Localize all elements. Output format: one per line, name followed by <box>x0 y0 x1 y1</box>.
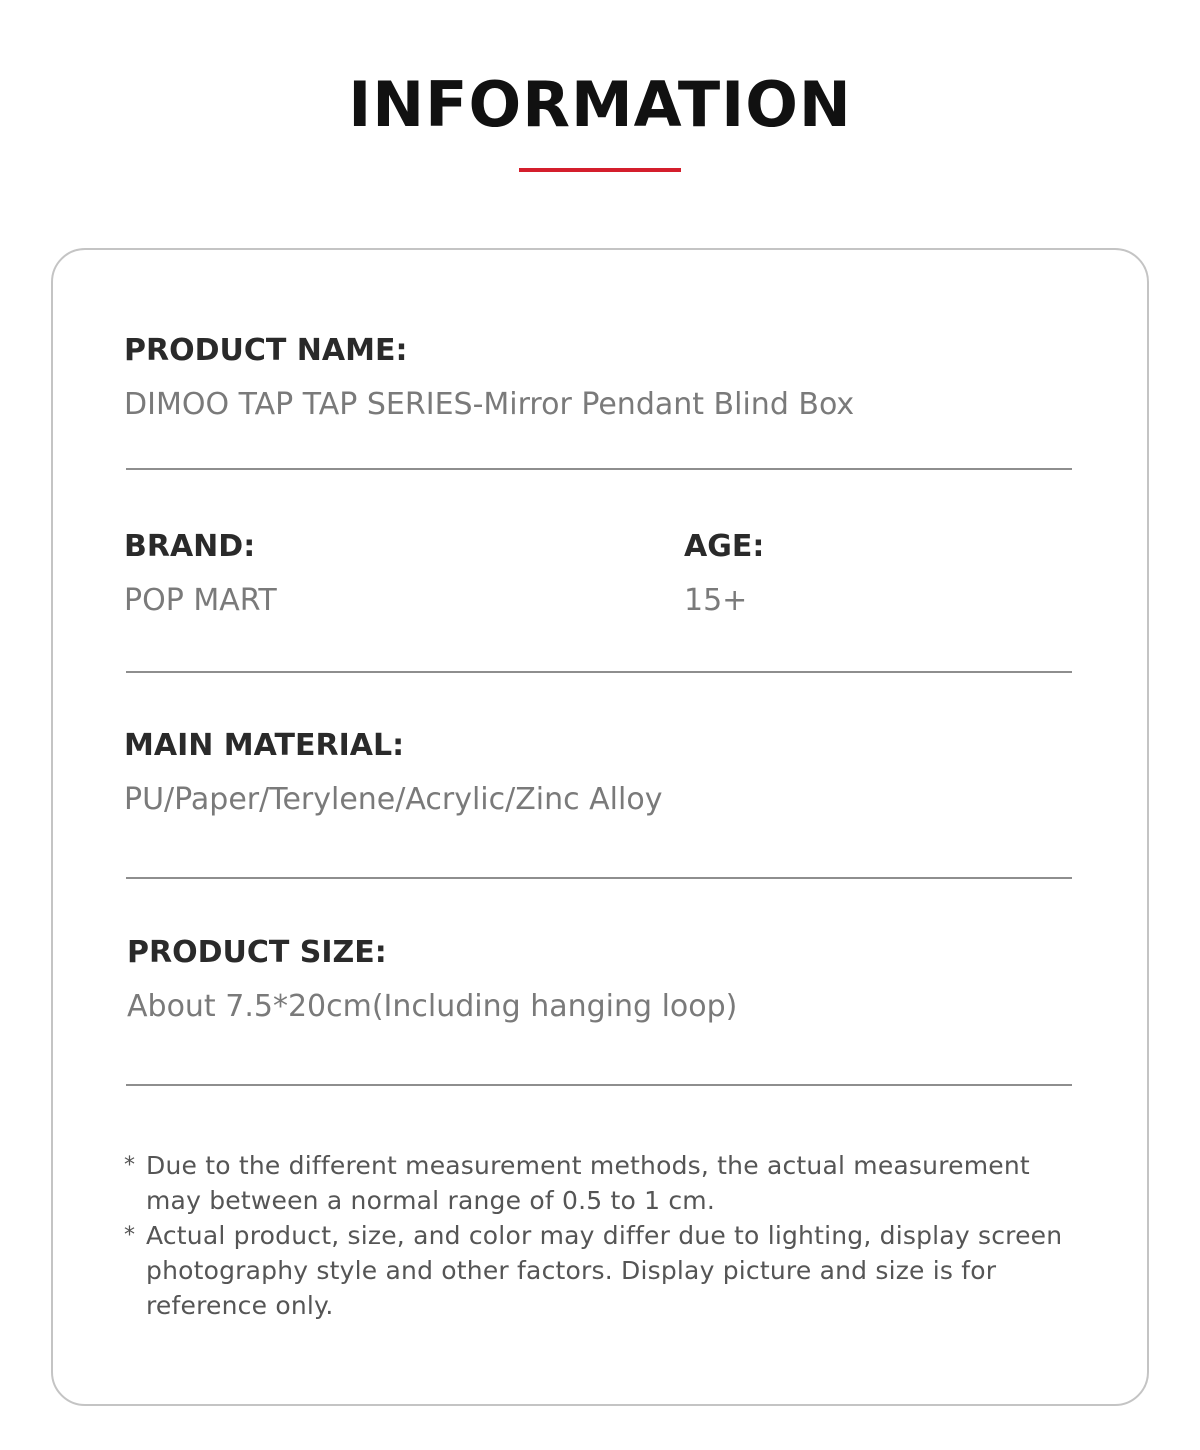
disclaimer-note <box>124 1148 1089 1218</box>
brand-label: BRAND: <box>124 529 256 564</box>
disclaimer-notes <box>124 1148 1089 1323</box>
disclaimer-note-text: Actual product, size, and color may differ due to lighting, display screen photography style and other factors. Display picture and size is for reference only. <box>146 1221 1063 1320</box>
product-size-label: PRODUCT SIZE: <box>127 935 387 970</box>
product-name-value: DIMOO TAP TAP SERIES-Mirror Pendant Blind Box <box>124 387 855 422</box>
page-title: INFORMATION <box>348 68 852 141</box>
disclaimer-note <box>124 1218 1089 1323</box>
age-label: AGE: <box>684 529 765 564</box>
main-material-value: PU/Paper/Terylene/Acrylic/Zinc Alloy <box>124 782 663 817</box>
main-material-label: MAIN MATERIAL: <box>124 728 405 763</box>
divider <box>126 877 1072 879</box>
title-underline <box>519 168 681 172</box>
age-value: 15+ <box>684 583 748 618</box>
product-name-label: PRODUCT NAME: <box>124 333 408 368</box>
disclaimer-note-text: Due to the different measurement methods, the actual measurement may between a normal range of 0.5 to 1 cm. <box>146 1151 1030 1215</box>
divider <box>126 1084 1072 1086</box>
brand-value: POP MART <box>124 583 277 618</box>
asterisk-icon: * <box>124 1223 136 1248</box>
divider <box>126 671 1072 673</box>
divider <box>126 468 1072 470</box>
asterisk-icon: * <box>124 1153 136 1178</box>
product-size-value: About 7.5*20cm(Including hanging loop) <box>127 989 738 1024</box>
